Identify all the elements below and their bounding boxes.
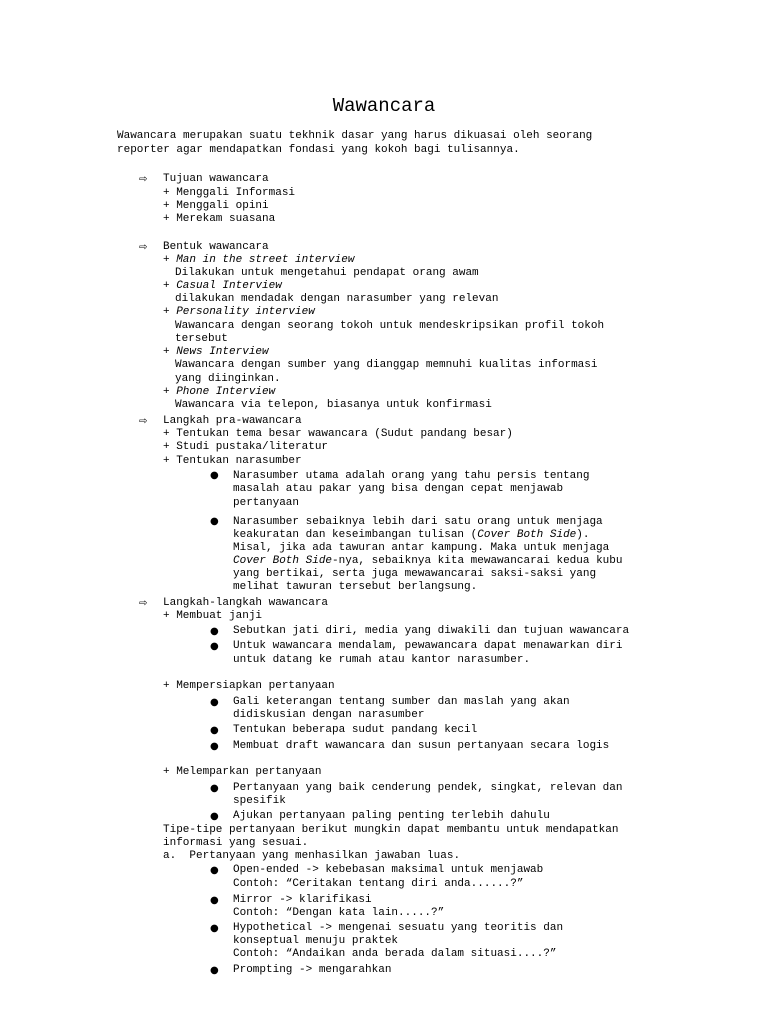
- list-item: + News Interview: [163, 346, 269, 358]
- interview-type-desc: Wawancara dengan seorang tokoh untuk mendeskripsikan profil tokoh: [175, 320, 605, 332]
- interview-type-label: Phone Interview: [176, 386, 276, 398]
- list-item: + Melemparkan pertanyaan: [163, 766, 322, 778]
- arrow-right-icon: ⇨: [139, 242, 148, 253]
- bullet-icon: ●: [210, 641, 219, 652]
- bullet-text: [233, 555, 622, 568]
- bullet-text: konseptual menuju praktek: [233, 935, 399, 947]
- interview-type-desc: Wawancara dengan sumber yang dianggap memnuhi kualitas informasi: [175, 359, 598, 371]
- bullet-icon: ●: [210, 626, 219, 637]
- bullet-icon: ●: [210, 470, 219, 481]
- interview-type-desc: Dilakukan untuk mengetahui pendapat orang awam: [175, 267, 479, 279]
- bullet-text: Open-ended -> kebebasan maksimal untuk menjawab: [233, 864, 544, 876]
- bullet-icon: ●: [210, 783, 219, 794]
- bullet-icon: ●: [210, 741, 219, 752]
- interview-type-label: Man in the street interview: [176, 254, 355, 266]
- bullet-icon: ●: [210, 516, 219, 527]
- arrow-right-icon: ⇨: [139, 174, 148, 185]
- list-item: + Casual Interview: [163, 280, 282, 292]
- paragraph-line: informasi yang sesuai.: [163, 837, 309, 849]
- text-run-italic: Cover Both Side: [477, 529, 577, 541]
- paragraph-line: Tipe-tipe pertanyaan berikut mungkin dapat membantu untuk mendapatkan: [163, 824, 619, 836]
- document-title: Wawancara: [332, 95, 436, 117]
- interview-type-desc: dilakukan mendadak dengan narasumber yang relevan: [175, 293, 499, 305]
- bullet-icon: ●: [210, 811, 219, 822]
- text-run: ).: [576, 529, 590, 541]
- text-run-italic: Cover Both Side: [233, 555, 333, 567]
- bullet-text: Narasumber utama adalah orang yang tahu persis tentang: [233, 470, 590, 482]
- bullet-text: Prompting -> mengarahkan: [233, 964, 392, 976]
- bullet-text: [233, 529, 589, 542]
- list-item: + Studi pustaka/literatur: [163, 441, 329, 453]
- bullet-text: pertanyaan: [233, 497, 300, 509]
- bullet-text: Ajukan pertanyaan paling penting terlebih dahulu: [233, 810, 550, 822]
- interview-type-desc: yang diinginkan.: [175, 373, 281, 385]
- list-item: + Tentukan tema besar wawancara (Sudut pandang besar): [163, 428, 513, 440]
- interview-type-label: News Interview: [176, 346, 269, 358]
- bullet-text: Gali keterangan tentang sumber dan maslah yang akan: [233, 696, 570, 708]
- bullet-text: Misal, jika ada tawuran antar kampung. Maka untuk menjaga: [233, 542, 610, 554]
- bullet-text: didiskusian dengan narasumber: [233, 709, 425, 721]
- interview-type-desc: Wawancara via telepon, biasanya untuk konfirmasi: [175, 399, 492, 411]
- list-item: + Merekam suasana: [163, 213, 276, 225]
- bullet-icon: ●: [210, 923, 219, 934]
- bullet-icon: ●: [210, 725, 219, 736]
- section-heading-bentuk: Bentuk wawancara: [163, 241, 269, 253]
- interview-type-desc: tersebut: [175, 333, 228, 345]
- bullet-text: Contoh: “Ceritakan tentang diri anda......?”: [233, 878, 524, 890]
- bullet-text: melihat tawuran tersebut berlangsung.: [233, 581, 478, 593]
- intro-line: Wawancara merupakan suatu tekhnik dasar yang harus dikuasai oleh seorang: [117, 130, 593, 142]
- bullet-text: Narasumber sebaiknya lebih dari satu orang untuk menjaga: [233, 516, 603, 528]
- interview-type-label: Personality interview: [176, 306, 315, 318]
- bullet-text: Hypothetical -> mengenai sesuatu yang teoritis dan: [233, 922, 564, 934]
- text-run: keakuratan dan keseimbangan tulisan (: [233, 529, 478, 541]
- list-item: + Menggali opini: [163, 200, 269, 212]
- bullet-text: Sebutkan jati diri, media yang diwakili dan tujuan wawancara: [233, 625, 630, 637]
- section-heading-langkah: Langkah-langkah wawancara: [163, 597, 329, 609]
- list-item: a. Pertanyaan yang menhasilkan jawaban luas.: [163, 850, 461, 862]
- arrow-right-icon: ⇨: [139, 416, 148, 427]
- bullet-text: Contoh: “Dengan kata lain.....?”: [233, 907, 445, 919]
- bullet-text: Membuat draft wawancara dan susun pertanyaan secara logis: [233, 740, 610, 752]
- list-item: + Menggali Informasi: [163, 187, 296, 199]
- section-heading-tujuan: Tujuan wawancara: [163, 173, 269, 185]
- text-run: -nya, sebaiknya kita mewawancarai kedua kubu: [332, 555, 623, 567]
- list-item: + Man in the street interview: [163, 254, 355, 266]
- bullet-text: spesifik: [233, 795, 286, 807]
- bullet-text: yang bertikai, serta juga mewawancarai saksi-saksi yang: [233, 568, 597, 580]
- bullet-icon: ●: [210, 865, 219, 876]
- interview-type-label: Casual Interview: [176, 280, 282, 292]
- intro-line: reporter agar mendapatkan fondasi yang kokoh bagi tulisannya.: [117, 144, 520, 156]
- bullet-icon: ●: [210, 697, 219, 708]
- bullet-text: masalah atau pakar yang bisa dengan cepat menjawab: [233, 483, 564, 495]
- bullet-text: Tentukan beberapa sudut pandang kecil: [233, 724, 478, 736]
- arrow-right-icon: ⇨: [139, 598, 148, 609]
- bullet-text: Mirror -> klarifikasi: [233, 894, 372, 906]
- list-item: + Phone Interview: [163, 386, 276, 398]
- bullet-icon: ●: [210, 965, 219, 976]
- bullet-text: untuk datang ke rumah atau kantor narasumber.: [233, 654, 531, 666]
- list-item: + Personality interview: [163, 306, 315, 318]
- bullet-text: Contoh: “Andaikan anda berada dalam situasi....?”: [233, 948, 557, 960]
- section-heading-pra: Langkah pra-wawancara: [163, 415, 302, 427]
- list-item: + Mempersiapkan pertanyaan: [163, 680, 335, 692]
- list-item: + Membuat janji: [163, 610, 263, 622]
- bullet-icon: ●: [210, 895, 219, 906]
- list-item: + Tentukan narasumber: [163, 455, 302, 467]
- bullet-text: Pertanyaan yang baik cenderung pendek, singkat, relevan dan: [233, 782, 623, 794]
- bullet-text: Untuk wawancara mendalam, pewawancara dapat menawarkan diri: [233, 640, 623, 652]
